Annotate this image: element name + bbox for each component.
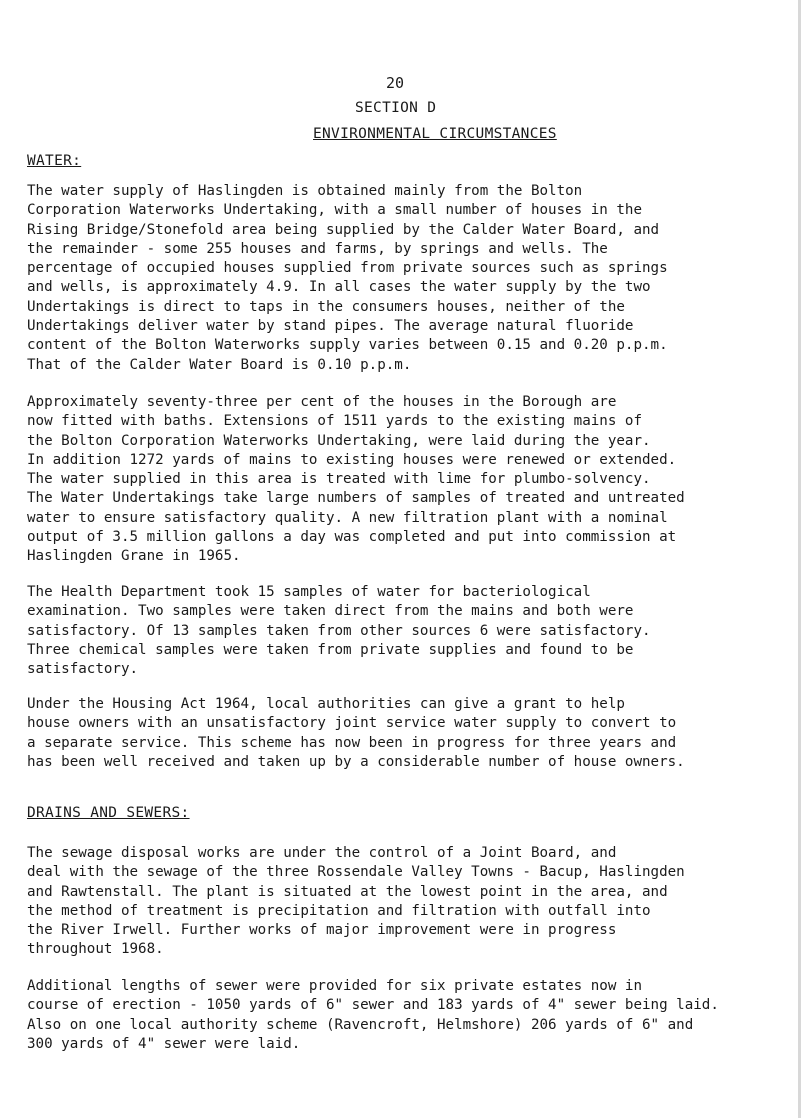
page-number: 20 <box>386 74 405 92</box>
drains-paragraph-2: Additional lengths of sewer were provided for six private estates now in course of erection - 1050 yards of 6" sewer and 183 yards of 4" sewer being laid. Also on one local authority scheme (Ravencroft, Helmshore) 206 yards of 6" and 300 yards of 4" sewer were laid. <box>27 978 719 1052</box>
drains-paragraph-1: The sewage disposal works are under the control of a Joint Board, and deal with the sewage of the three Rossendale Valley Towns - Bacup, Haslingden and Rawtenstall. The plant is situated at the lowest point in the area, and the method of treatment is precipitation and filtration with outfall into the River Irwell. Further works of major improvement were in progress throughout 1968. <box>27 845 685 958</box>
drains-heading: DRAINS AND SEWERS: <box>27 805 190 821</box>
water-paragraph-2: Approximately seventy-three per cent of the houses in the Borough are now fitted with baths. Extensions of 1511 yards to the existing mains of the Bolton Corporation Waterworks Undertaking, were laid during the year. In addition 1272 yards of mains to existing houses were renewed or extended. The water supplied in this area is treated with lime for plumbo-solvency. The Water Undertakings take large numbers of samples of treated and untreated water to ensure satisfactory quality. A new filtration plant with a nominal output of 3.5 million gallons a day was completed and put into commission at Haslingden Grane in 1965. <box>27 394 685 565</box>
water-paragraph-1: The water supply of Haslingden is obtained mainly from the Bolton Corporation Waterworks Undertaking, with a small number of houses in the Rising Bridge/Stonefold area being supplied by the Calder Water Board, and the remainder - some 255 houses and farms, by springs and wells. The percentage of occupied houses supplied from private sources such as springs and wells, is approximately 4.9. In all cases the water supply by the two Undertakings is direct to taps in the consumers houses, neither of the Undertakings deliver water by stand pipes. The average natural fluoride content of the Bolton Waterworks supply varies between 0.15 and 0.20 p.p.m. That of the Calder Water Board is 0.10 p.p.m. <box>27 183 668 373</box>
section-subtitle: ENVIRONMENTAL CIRCUMSTANCES <box>313 126 557 142</box>
section-title: SECTION D <box>355 100 437 116</box>
water-paragraph-3: The Health Department took 15 samples of water for bacteriological examination. Two samples were taken direct from the mains and both were satisfactory. Of 13 samples taken from other sources 6 were satisfactory. Three chemical samples were taken from private supplies and found to be satisfactory. <box>27 584 651 678</box>
water-paragraph-4: Under the Housing Act 1964, local authorities can give a grant to help house owners with an unsatisfactory joint service water supply to convert to a separate service. This scheme has now been in progress for three years and has been well received and taken up by a considerable number of house owners. <box>27 696 685 770</box>
water-heading: WATER: <box>27 153 82 169</box>
